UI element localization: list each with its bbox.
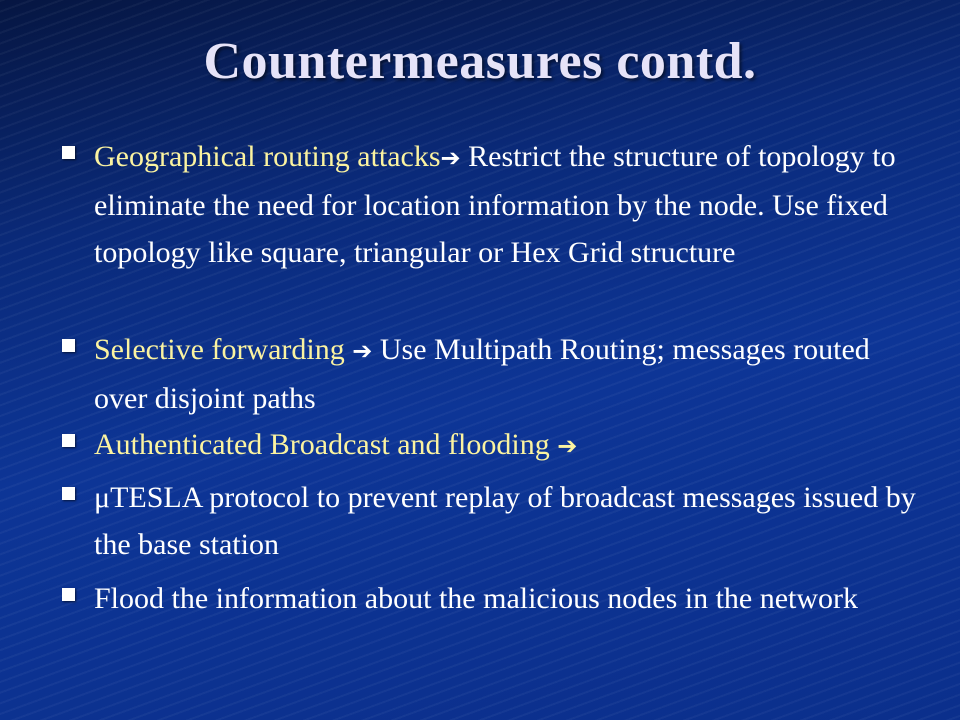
slide-title: Countermeasures contd. <box>203 33 757 90</box>
square-bullet-icon <box>62 487 75 500</box>
right-arrow-icon: ➔ <box>557 432 578 460</box>
bullet-mutesla <box>58 474 918 568</box>
bullet-text: Restrict the structure of topology to eliminate the need for location information by the node. Use fixed topology like square, triangular or Hex Grid structure <box>94 140 896 269</box>
square-bullet-icon <box>62 339 75 352</box>
bullet-flood-information <box>58 575 918 622</box>
bullet-authenticated-broadcast <box>58 421 918 470</box>
bullet-text: Flood the information about the malicious nodes in the network <box>94 582 859 615</box>
bullet-text: Use Multipath Routing; messages routed over disjoint paths <box>94 333 870 415</box>
bullet-highlight: Authenticated Broadcast and flooding <box>94 428 558 461</box>
bullet-selective-forwarding <box>58 326 918 422</box>
bullet-highlight: Selective forwarding <box>94 333 353 366</box>
bullet-text: μTESLA protocol to prevent replay of broadcast messages issued by the base station <box>94 481 916 561</box>
square-bullet-icon <box>62 434 75 447</box>
bullet-highlight: Geographical routing attacks <box>94 140 441 173</box>
right-arrow-icon: ➔ <box>352 337 373 365</box>
right-arrow-icon: ➔ <box>440 144 461 172</box>
square-bullet-icon <box>62 146 75 159</box>
bullet-geographical-routing <box>58 133 918 276</box>
square-bullet-icon <box>62 588 75 601</box>
